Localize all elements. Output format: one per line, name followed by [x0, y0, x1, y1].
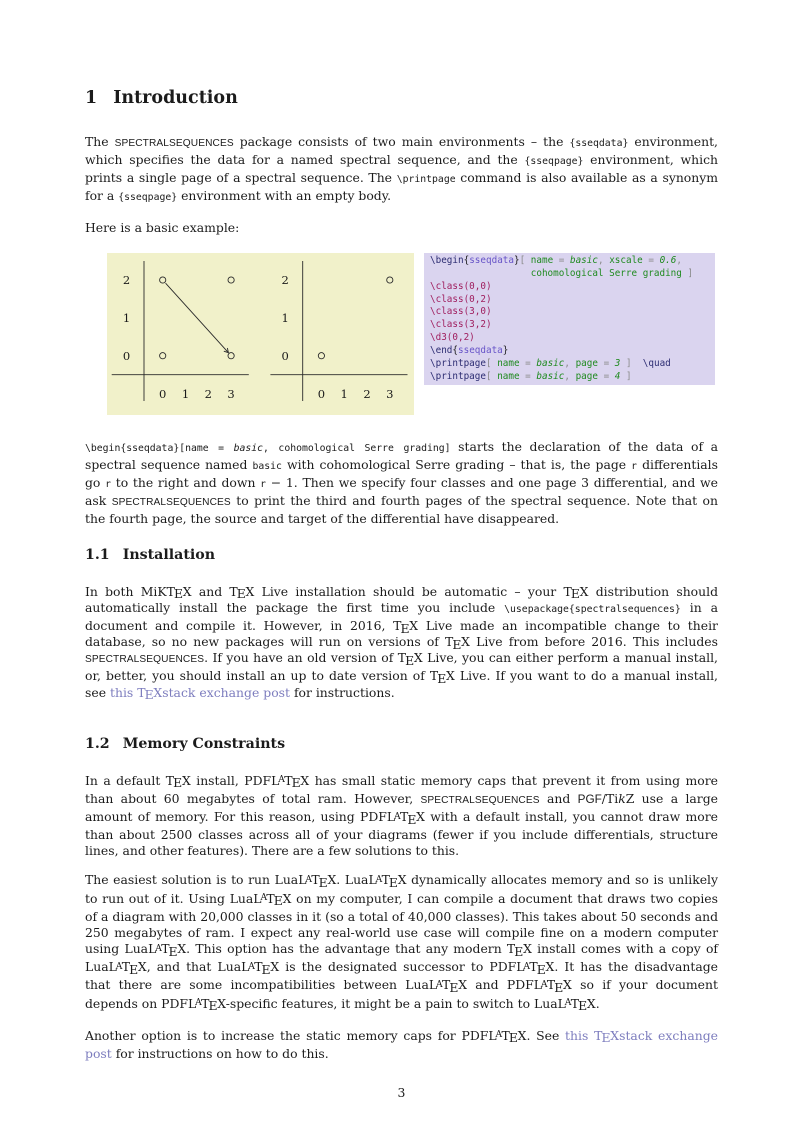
tex-logo: LuaLATEX [124, 941, 187, 959]
code-token: { [452, 345, 458, 357]
text-segment: . See [526, 1027, 566, 1043]
code-token: basic [536, 370, 565, 382]
code-token: page [575, 370, 598, 382]
code-token: = [519, 370, 537, 382]
package-name-smallcaps: SPECTRALSEQUENCES [420, 794, 540, 806]
tex-logo: MiKTEX [140, 583, 192, 602]
code-token: basic [536, 358, 565, 370]
tex-logo-letter: E [570, 586, 580, 602]
code-token: cohomological Serre grading [530, 267, 682, 279]
inline-code: \usepackage{spectralsequences} [504, 603, 681, 615]
text-segment: Another option is to increase the static memory caps for [85, 1027, 462, 1043]
code-line [430, 294, 715, 307]
tex-logo-letter: A [195, 997, 202, 1009]
code-token: \printpage [430, 358, 486, 370]
text-segment: with cohomological Serre grading – that is, the page [281, 456, 632, 472]
section-title: Memory Constraints [122, 735, 286, 752]
code-token: } [513, 254, 520, 266]
code-token: = [519, 358, 537, 370]
tex-logo-letter: E [452, 636, 462, 652]
class-dot [228, 277, 234, 283]
x-tick-label: 2 [204, 386, 212, 401]
inline-code: {sseqpage} [118, 192, 178, 204]
code-line [430, 358, 715, 371]
tex-logo: TEX [506, 941, 532, 959]
tex-logo: LuaLATEX [533, 995, 596, 1014]
y-tick-label: 2 [281, 272, 289, 287]
code-token: 3 [614, 358, 621, 370]
code-token: \quad [642, 358, 671, 370]
section-number: 1.2 [85, 735, 110, 752]
tex-logo: PDFLATEX [359, 808, 425, 827]
text-segment: environment, which prints a single page of a spectral sequence. The [85, 152, 718, 186]
code-token: , [676, 254, 682, 266]
section-number: 1.1 [85, 546, 110, 563]
text-segment: is the designated successor to [279, 959, 490, 975]
text-segment: for instructions. [290, 684, 395, 700]
inline-code: {sseqpage} [524, 156, 584, 168]
tex-logo-letter: E [449, 980, 459, 996]
text-segment: dynamically allocates memory and so is unlikely to run out of it. Using [85, 872, 718, 906]
y-tick-label: 0 [122, 348, 131, 363]
x-tick-label: 1 [340, 386, 348, 401]
code-token: \printpage [430, 370, 486, 382]
tex-logo: PDFLATEX [461, 1027, 527, 1046]
x-tick-label: 0 [317, 386, 326, 401]
tex-logo: LuaLATEX [85, 959, 147, 977]
code-token: page [575, 358, 598, 370]
tex-logo-letter: E [601, 1030, 611, 1046]
tex-logo-letter: A [260, 892, 268, 904]
tex-logo: LuaLATEX [217, 959, 280, 977]
y-tick-label: 0 [281, 348, 289, 363]
text-segment: Z use a large amount of memory. For this reason, using [85, 790, 718, 824]
tex-logo-letter: E [554, 980, 564, 996]
tex-logo-letter: E [400, 620, 410, 636]
code-token: name [497, 370, 520, 382]
code-token: xscale [609, 254, 643, 266]
code-token: [ [485, 358, 498, 370]
inline-code: r [105, 479, 112, 491]
code-token: , [564, 358, 576, 370]
text-segment: environment, which specifies the data for a named spectral sequence, and the [85, 134, 718, 168]
code-token: 0.6 [659, 254, 677, 266]
inline-code: r [260, 479, 267, 491]
text-segment: to print the third and fourth pages of the spectral sequence. Note that on the fourth page, the source and target of the differential have disappeared. [85, 493, 719, 527]
text-segment: install comes with a copy of [531, 941, 719, 957]
spectral-sequence-charts [107, 253, 414, 415]
code-token [632, 358, 643, 369]
tex-logo-letter: A [155, 942, 162, 954]
section-heading-introduction [85, 87, 718, 109]
tex-logo: PDFLATEX [161, 995, 226, 1014]
inline-code: \printpage [396, 174, 456, 186]
text-segment: . [595, 995, 600, 1011]
text-segment: /Ti [601, 790, 619, 806]
code-token: = [597, 370, 615, 382]
paragraph-memory-3 [85, 1028, 718, 1062]
text-segment: PGF [577, 792, 602, 806]
package-name-smallcaps: SPECTRALSEQUENCES [114, 138, 234, 149]
code-token: = [642, 254, 660, 266]
code-token: name [530, 254, 554, 266]
tex-logo: PDFLATEX [506, 977, 572, 996]
section-heading-memory-constraints [85, 734, 718, 754]
tex-logo-letter: A [305, 874, 312, 886]
tex-logo-letter: E [168, 943, 178, 959]
code-token: ] [681, 267, 694, 279]
text-segment: in a document and compile it. However, in 2016, [85, 599, 718, 633]
text-segment: . [336, 872, 345, 888]
tex-logo-letter: E [437, 671, 447, 686]
code-line [430, 345, 715, 358]
tex-logo-letter: E [514, 943, 524, 959]
text-segment: . This option has the advantage that any modern [186, 941, 507, 957]
tex-logo-letter: A [540, 979, 548, 990]
tex-logo-letter: E [405, 652, 415, 668]
tex-logo-letter: A [495, 1029, 503, 1041]
text-segment: Live made an incompatible change to their database, so no new packages will run on versions of [85, 617, 718, 650]
code-token: ] [620, 358, 632, 370]
tex-logo: PDFLATEX [244, 772, 310, 791]
code-token: [ [485, 370, 498, 382]
section-heading-installation [85, 545, 718, 565]
tex-logo-letter: E [508, 1030, 518, 1046]
code-line [430, 371, 715, 384]
tex-logo-letter: E [273, 893, 283, 909]
tex-logo-letter: E [208, 998, 218, 1014]
paragraph-memory-2 [85, 872, 718, 1013]
tex-logo-letter: A [278, 774, 285, 786]
code-token: \d3(0,2) [430, 332, 475, 344]
tex-logo-letter: A [564, 997, 572, 1009]
paragraph-after-figure [85, 439, 718, 528]
spectral-sequence-diagrams-panel [107, 253, 414, 415]
text-segment: The easiest solution is to run [85, 872, 275, 888]
text-segment: to the right and down [111, 475, 261, 491]
class-dot [318, 352, 324, 358]
code-token: name [497, 358, 520, 370]
tex-logo-letter: E [536, 961, 546, 977]
code-token: } [502, 345, 509, 357]
tex-logo-letter: A [248, 960, 255, 972]
text-segment: with a default install, you cannot draw more than about 2500 classes across all of your diagrams (fewer if you include differentials, structure lines, and other features). There are a few solutions to this. [85, 808, 718, 859]
code-token: basic [569, 254, 598, 266]
inline-code: , cohomological Serre grading] [263, 442, 451, 454]
text-segment: In a default [85, 772, 166, 788]
x-tick-label: 2 [363, 386, 371, 401]
tex-logo: TEX [445, 634, 470, 652]
code-token: \class(0,2) [430, 293, 492, 305]
text-segment: distribution should automatically install the package the first time you include [85, 583, 719, 615]
tex-logo-letter: E [144, 687, 154, 703]
texstack-exchange-link[interactable]: this TEXstack exchange post [109, 684, 290, 703]
y-tick-label: 1 [122, 310, 131, 325]
x-tick-label: 3 [227, 386, 235, 401]
tex-logo: LuaLATEX [229, 890, 292, 909]
paragraph-intro [85, 134, 718, 207]
text-segment: The [85, 134, 115, 149]
tex-logo: TEX [397, 650, 423, 668]
code-token: = [597, 358, 615, 370]
tex-logo-letter: A [115, 960, 123, 972]
tex-logo-letter: E [318, 875, 328, 891]
code-line [430, 255, 715, 268]
text-segment: environment with an empty body. [177, 188, 392, 204]
text-segment: k [618, 790, 626, 806]
code-token [430, 268, 531, 279]
text-segment: Here is a basic example: [85, 219, 240, 235]
text-segment: Live. If you want to do a manual install, see [85, 668, 718, 700]
tex-logo-letter: E [291, 775, 301, 791]
code-token: sseqdata [458, 345, 503, 357]
code-line [430, 332, 715, 345]
text-segment: and [191, 583, 230, 599]
spectral-sequence-page-chart [270, 261, 407, 401]
inline-code: basic [233, 442, 264, 454]
tex-logo-letter: E [261, 961, 271, 977]
code-line [430, 306, 715, 319]
code-token: , [597, 254, 610, 266]
class-dot [160, 352, 166, 358]
code-token: { [463, 254, 470, 266]
tex-logo-letter: E [578, 998, 588, 1014]
text-segment: and [467, 977, 507, 993]
x-tick-label: 3 [386, 386, 394, 401]
text-segment: In both [85, 583, 141, 599]
text-segment: for instructions on how to do this. [111, 1045, 329, 1061]
text-segment: starts the declaration of the data of a spectral sequence named [85, 438, 718, 472]
tex-logo-letter: E [236, 586, 246, 602]
tex-logo-letter: A [436, 979, 443, 990]
texstack-exchange-link[interactable]: this TEXstack exchange post [85, 1027, 718, 1061]
x-tick-label: 1 [181, 386, 190, 401]
text-segment: on my computer, I can compile a document that draws two copies of a diagram with 20,000 classes in it (so a total of 40,000 classes). This takes about 50 seconds and 250 megabytes of ram. I expect any real-world use case will compile fine on a modern computer using [85, 890, 718, 957]
tex-logo-letter: E [173, 586, 184, 602]
code-token: \class(3,0) [430, 306, 492, 318]
class-dot [228, 352, 234, 358]
text-segment: Live from before 2016. This includes [470, 634, 718, 650]
y-tick-label: 2 [122, 272, 131, 287]
tex-logo: TEX [393, 617, 419, 636]
class-dot [387, 277, 393, 283]
section-title: Installation [122, 546, 216, 563]
tex-logo: TEX [229, 583, 255, 602]
tex-logo-letter: E [129, 961, 139, 977]
tex-logo: TEX [165, 772, 191, 791]
text-segment: package consists of two main environments – the [233, 134, 570, 149]
paragraph-installation [85, 584, 718, 701]
inline-code: r [631, 460, 638, 472]
example-figure [85, 253, 718, 415]
code-line [430, 281, 715, 294]
code-line [430, 268, 715, 281]
code-token: ] [620, 370, 632, 382]
differential-arrow [166, 283, 229, 353]
code-token: 4 [614, 370, 621, 382]
code-token: , [564, 370, 576, 382]
inline-code: {sseqdata} [569, 138, 629, 149]
code-token: \class(3,2) [430, 319, 492, 331]
tex-logo: LuaLATEX [274, 872, 337, 891]
code-token: sseqdata [469, 254, 514, 266]
text-segment: Live, you can either perform a manual install, or, better, you should install an up to date version of [85, 650, 718, 684]
tex-logo: PDFLATEX [489, 959, 555, 977]
inline-code: basic [252, 460, 282, 472]
text-segment: and [539, 790, 578, 806]
inline-code: \begin{sseqdata}[name = [85, 442, 234, 454]
package-name-smallcaps: SPECTRALSEQUENCES [111, 497, 231, 509]
spectral-sequence-page-chart [112, 261, 249, 401]
text-segment: Live installation should be automatic – your [254, 583, 564, 599]
tex-logo-letter: A [523, 960, 531, 972]
tex-logo-letter: A [394, 810, 401, 822]
code-token: = [553, 254, 570, 266]
tex-logo-letter: A [375, 874, 383, 886]
text-segment: , and that [146, 959, 218, 975]
text-segment: -specific features, it might be a pain to switch to [225, 995, 534, 1011]
text-segment: so if your document depends on [85, 977, 718, 1011]
tex-logo-letter: E [388, 875, 398, 891]
tex-logo: LuaLATEX [405, 977, 468, 996]
paragraph-example-intro [85, 220, 718, 236]
page-number: 3 [397, 1085, 406, 1100]
x-tick-label: 0 [159, 386, 167, 401]
code-token: [ [519, 254, 531, 266]
text-segment: differentials go [85, 456, 718, 491]
code-line [430, 319, 715, 332]
code-token: \begin [430, 254, 464, 266]
text-segment: install, [190, 772, 245, 788]
code-token: \class(0,0) [430, 280, 492, 292]
section-title: Introduction [113, 88, 238, 108]
package-name-smallcaps: SPECTRALSEQUENCES [85, 654, 205, 666]
tex-logo-letter: E [407, 811, 417, 827]
tex-logo: TEX [429, 668, 455, 686]
paragraph-memory-1 [85, 773, 718, 860]
tex-logo-letter: E [173, 775, 183, 791]
tex-logo: TEX [563, 583, 589, 602]
text-segment: command is also available as a synonym for a [85, 170, 719, 204]
text-segment: has small static memory caps that prevent it from using more than about 60 megabytes of total ram. However, [85, 772, 718, 806]
text-segment: − 1. Then we specify four classes and one page 3 differential, and we ask [85, 475, 718, 509]
section-number: 1 [85, 88, 98, 108]
y-tick-label: 1 [281, 310, 289, 325]
page-content [85, 0, 718, 1100]
tex-logo: LuaLATEX [344, 872, 407, 891]
text-segment: . It has the disadvantage that there are some incompatibilities between [85, 959, 719, 993]
text-segment: . If you have an old version of [204, 650, 398, 666]
code-token: \end [430, 345, 453, 357]
latex-code-listing [424, 253, 715, 385]
class-dot [160, 277, 166, 283]
